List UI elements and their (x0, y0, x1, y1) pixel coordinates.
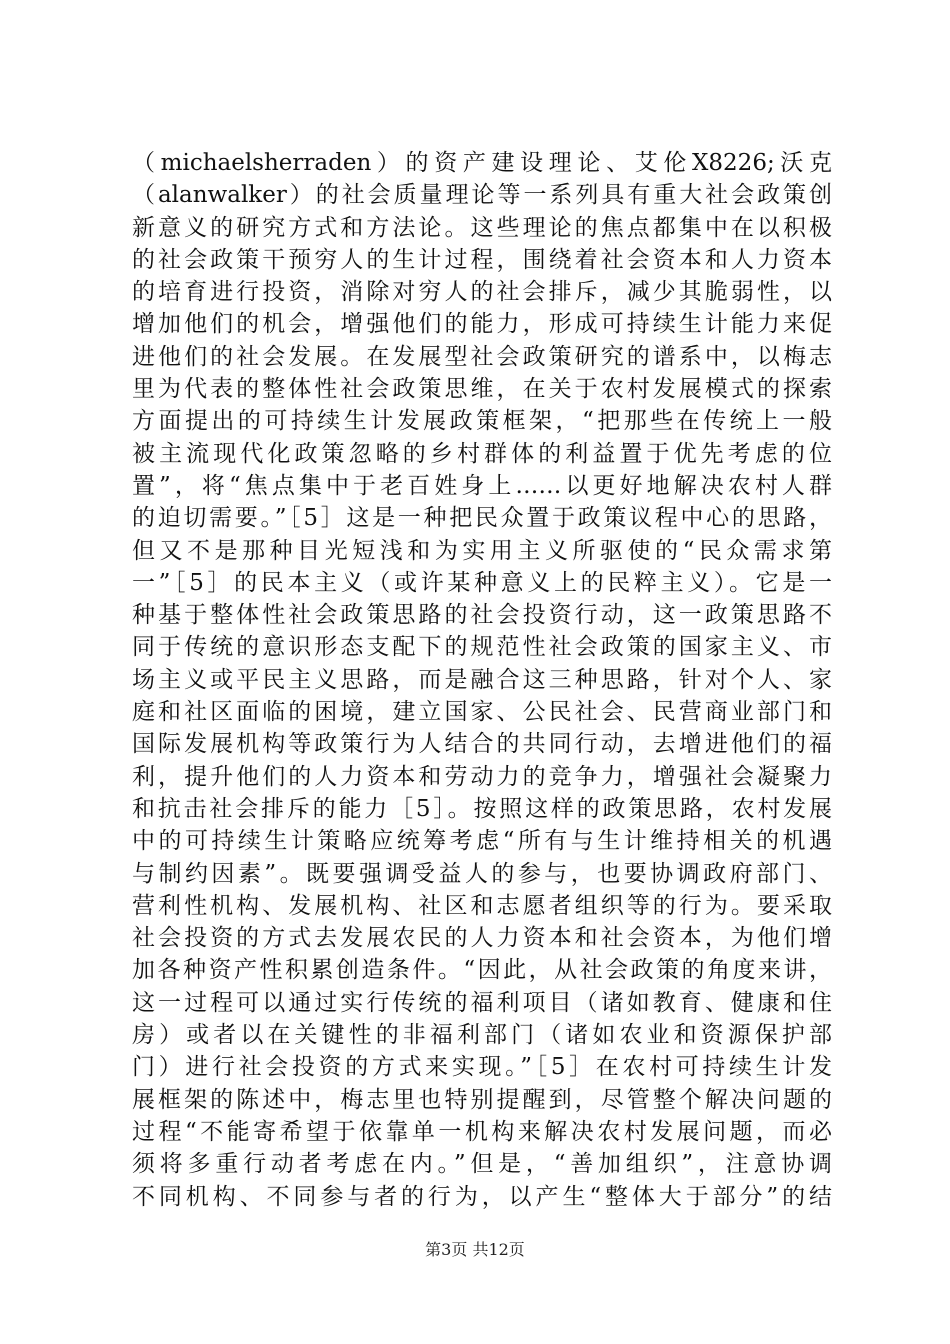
page-footer: 第3页 共12页 (425, 1240, 525, 1259)
text-line: 增加他们的机会，增强他们的能力，形成可持续生计能力来促 (132, 311, 832, 338)
text-line: 社会投资的方式去发展农民的人力资本和社会资本，为他们增 (132, 925, 832, 952)
text-line: 国际发展机构等政策行为人结合的共同行动，去增进他们的福 (132, 731, 832, 758)
text-line: 须将多重行动者考虑在内。”但是，“善加组织”，注意协调 (132, 1151, 832, 1178)
text-line: 进他们的社会发展。在发展型社会政策研究的谱系中，以梅志 (132, 343, 832, 370)
text-line: 加各种资产性积累创造条件。“因此，从社会政策的角度来讲， (132, 957, 832, 984)
text-line: 庭和社区面临的困境，建立国家、公民社会、民营商业部门和 (132, 699, 832, 726)
text-line: 与制约因素”。既要强调受益人的参与，也要协调政府部门、 (132, 860, 832, 887)
text-line: 营利性机构、发展机构、社区和志愿者组织等的行为。要采取 (132, 892, 832, 919)
text-line: 一”［5］的民本主义（或许某种意义上的民粹主义）。它是一 (132, 569, 832, 596)
text-line: 被主流现代化政策忽略的乡村群体的利益置于优先考虑的位 (132, 440, 832, 467)
text-line: 但又不是那种目光短浅和为实用主义所驱使的“民众需求第 (132, 537, 832, 564)
text-line: 新意义的研究方式和方法论。这些理论的焦点都集中在以积极 (132, 214, 832, 241)
text-line: 利，提升他们的人力资本和劳动力的竞争力，增强社会凝聚力 (132, 763, 832, 790)
text-line: 的社会政策干预穷人的生计过程，围绕着社会资本和人力资本 (132, 246, 832, 273)
text-line: （alanwalker）的社会质量理论等一系列具有重大社会政策创 (132, 182, 832, 209)
text-line: 方面提出的可持续生计发展政策框架，“把那些在传统上一般 (132, 408, 832, 435)
text-line: 房）或者以在关键性的非福利部门（诸如农业和资源保护部 (132, 1022, 832, 1049)
text-line: 同于传统的意识形态支配下的规范性社会政策的国家主义、市 (132, 634, 832, 661)
text-line: （michaelsherraden）的资产建设理论、艾伦X8226;沃克 (132, 150, 832, 176)
text-line: 场主义或平民主义思路，而是融合这三种思路，针对个人、家 (132, 666, 832, 693)
text-line: 这一过程可以通过实行传统的福利项目（诸如教育、健康和住 (132, 989, 832, 1016)
text-line: 展框架的陈述中，梅志里也特别提醒到，尽管整个解决问题的 (132, 1086, 832, 1113)
text-line: 和抗击社会排斥的能力［5］。按照这样的政策思路，农村发展 (132, 795, 832, 822)
text-line: 门）进行社会投资的方式来实现。”［5］在农村可持续生计发 (132, 1054, 832, 1081)
text-line: 过程“不能寄希望于依靠单一机构来解决农村发展问题，而必 (132, 1118, 832, 1145)
text-line: 里为代表的整体性社会政策思维，在关于农村发展模式的探索 (132, 376, 832, 403)
text-line: 置”，将“焦点集中于老百姓身上……以更好地解决农村人群 (132, 472, 832, 499)
text-line: 不同机构、不同参与者的行为，以产生“整体大于部分”的结 (132, 1183, 832, 1210)
body-text (132, 147, 832, 1213)
text-line: 种基于整体性社会政策思路的社会投资行动，这一政策思路不 (132, 602, 832, 629)
text-line: 中的可持续生计策略应统筹考虑“所有与生计维持相关的机遇 (132, 828, 832, 855)
text-line: 的迫切需要。”［5］这是一种把民众置于政策议程中心的思路， (132, 505, 832, 532)
text-line: 的培育进行投资，消除对穷人的社会排斥，减少其脆弱性，以 (132, 279, 832, 306)
